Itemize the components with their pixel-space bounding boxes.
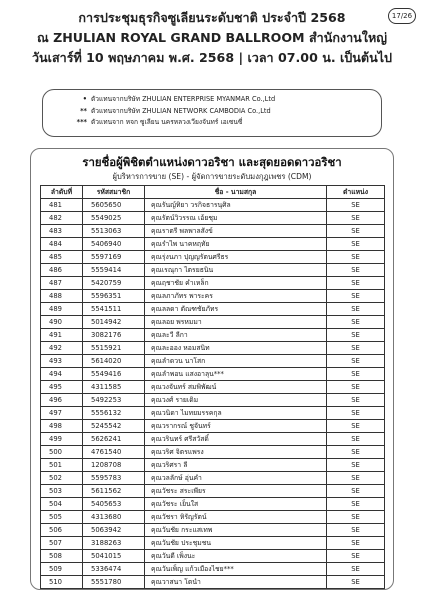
row-name: คุณลลดา ตัณฑชัยภัทร: [145, 303, 327, 316]
event-header: [0, 8, 424, 68]
row-member-id: 5605650: [83, 199, 145, 212]
table-row: [41, 446, 385, 459]
row-member-id: 5549025: [83, 212, 145, 225]
row-position: SE: [327, 355, 385, 368]
row-order: 509: [41, 563, 83, 576]
table-row: [41, 225, 385, 238]
row-member-id: 5063942: [83, 524, 145, 537]
row-position: SE: [327, 550, 385, 563]
footnote-myanmar: [73, 94, 381, 106]
row-name: คุณราตรี พลพาลสังข์: [145, 225, 327, 238]
row-position: SE: [327, 264, 385, 277]
row-position: SE: [327, 420, 385, 433]
row-member-id: 5245542: [83, 420, 145, 433]
row-position: SE: [327, 459, 385, 472]
row-order: 503: [41, 485, 83, 498]
row-order: 506: [41, 524, 83, 537]
row-member-id: 5405653: [83, 498, 145, 511]
table-row: [41, 251, 385, 264]
row-name: คุณลภาภัทร พาระคร: [145, 290, 327, 303]
row-order: 494: [41, 368, 83, 381]
row-order: 493: [41, 355, 83, 368]
row-member-id: 5556132: [83, 407, 145, 420]
row-order: 499: [41, 433, 83, 446]
row-name: คุณรันญ์ทิยา วรกิจธารนุศิล: [145, 199, 327, 212]
table-row: [41, 212, 385, 225]
row-order: 489: [41, 303, 83, 316]
winners-list-card: [30, 148, 394, 590]
row-position: SE: [327, 329, 385, 342]
row-name: คุณวาสนา โตนำ: [145, 576, 327, 589]
row-order: 482: [41, 212, 83, 225]
row-position: SE: [327, 407, 385, 420]
row-name: คุณวัชรา หิรัญรัตน์: [145, 511, 327, 524]
table-row: [41, 355, 385, 368]
table-row: [41, 407, 385, 420]
table-row: [41, 472, 385, 485]
row-order: 504: [41, 498, 83, 511]
row-order: 490: [41, 316, 83, 329]
row-name: คุณวงจันทร์ สมพิพัฒน์: [145, 381, 327, 394]
row-member-id: 5515921: [83, 342, 145, 355]
row-position: SE: [327, 212, 385, 225]
row-member-id: 5614020: [83, 355, 145, 368]
footnote-marker: •: [82, 95, 87, 103]
row-position: SE: [327, 394, 385, 407]
row-member-id: 5611562: [83, 485, 145, 498]
row-name: คุณวัชระ สระเพียร: [145, 485, 327, 498]
table-row: [41, 290, 385, 303]
row-position: SE: [327, 563, 385, 576]
row-member-id: 5492253: [83, 394, 145, 407]
row-name: คุณลำดวน นาโสก: [145, 355, 327, 368]
table-row: [41, 524, 385, 537]
row-position: SE: [327, 342, 385, 355]
table-row: [41, 368, 385, 381]
row-name: คุณวันชัย ประชุมชน: [145, 537, 327, 550]
row-position: SE: [327, 511, 385, 524]
row-position: SE: [327, 277, 385, 290]
row-order: 496: [41, 394, 83, 407]
footnote-text: ตัวแทนจาก หจก ซูเลียน นครหลวงเวียงจันทร์ เอเซนซี่: [91, 118, 243, 126]
row-member-id: 5336474: [83, 563, 145, 576]
row-name: คุณเรณุกา ไตรยธนิน: [145, 264, 327, 277]
list-title: รายชื่อผู้พิชิตตำแหน่งดาวอริชา และสุดยอดดาวอริชา: [82, 155, 342, 169]
row-order: 487: [41, 277, 83, 290]
table-row: [41, 303, 385, 316]
row-order: 484: [41, 238, 83, 251]
table-row: [41, 459, 385, 472]
column-header-name: ชื่อ - นามสกุล: [145, 186, 327, 199]
row-order: 501: [41, 459, 83, 472]
row-order: 495: [41, 381, 83, 394]
row-member-id: 1208708: [83, 459, 145, 472]
row-position: SE: [327, 225, 385, 238]
row-name: คุณวงศ์ รายเดิม: [145, 394, 327, 407]
row-member-id: 5513063: [83, 225, 145, 238]
row-name: คุณละออง หอมสนิท: [145, 342, 327, 355]
row-member-id: 5014942: [83, 316, 145, 329]
row-order: 492: [41, 342, 83, 355]
row-name: คุณวันเพ็ญ แก้วเมืองไชย***: [145, 563, 327, 576]
row-member-id: 5406940: [83, 238, 145, 251]
row-order: 481: [41, 199, 83, 212]
table-row: [41, 316, 385, 329]
page-indicator: 17/26: [388, 8, 416, 24]
row-order: 508: [41, 550, 83, 563]
row-name: คุณลำพอน แสงอาลุน***: [145, 368, 327, 381]
footnote-marker: **: [80, 106, 87, 115]
row-position: SE: [327, 576, 385, 589]
row-name: คุณวันดี เพ็งนะ: [145, 550, 327, 563]
row-order: 505: [41, 511, 83, 524]
column-header-member-id: รหัสสมาชิก: [83, 186, 145, 199]
row-position: SE: [327, 472, 385, 485]
table-row: [41, 238, 385, 251]
table-row: [41, 264, 385, 277]
row-order: 497: [41, 407, 83, 420]
row-position: SE: [327, 485, 385, 498]
row-position: SE: [327, 303, 385, 316]
footnote-box: [42, 89, 382, 137]
row-name: คุณรัตน์วิวรรณ เอ้ยชุม: [145, 212, 327, 225]
row-name: คุณวันชัย กระแสเทพ: [145, 524, 327, 537]
row-position: SE: [327, 446, 385, 459]
row-member-id: 5597169: [83, 251, 145, 264]
table-row: [41, 563, 385, 576]
row-name: คุณวลลักษ์ อุ่นคำ: [145, 472, 327, 485]
header-line-3: วันเสาร์ที่ 10 พฤษภาคม พ.ศ. 2568 | เวลา 07.00 น. เป็นต้นไป: [31, 50, 393, 65]
row-position: SE: [327, 238, 385, 251]
row-name: คุณวริศ จิตรแพรง: [145, 446, 327, 459]
table-row: [41, 199, 385, 212]
table-row: [41, 342, 385, 355]
table-row: [41, 433, 385, 446]
row-name: คุณลอย พรหมมา: [145, 316, 327, 329]
row-order: 485: [41, 251, 83, 264]
row-member-id: 5595783: [83, 472, 145, 485]
row-name: คุณวรินทร์ ศรีสวัสดิ์: [145, 433, 327, 446]
row-position: SE: [327, 316, 385, 329]
table-row: [41, 576, 385, 589]
row-position: SE: [327, 290, 385, 303]
row-member-id: 4311585: [83, 381, 145, 394]
table-row: [41, 277, 385, 290]
row-member-id: 4761540: [83, 446, 145, 459]
table-row: [41, 511, 385, 524]
row-order: 486: [41, 264, 83, 277]
header-line-1: การประชุมธุรกิจซูเลียนระดับชาติ ประจำปี 2568: [78, 10, 346, 25]
row-name: คุณละวี ลีกา: [145, 329, 327, 342]
row-member-id: 5559414: [83, 264, 145, 277]
table-row: [41, 485, 385, 498]
row-position: SE: [327, 199, 385, 212]
row-name: คุณวัชระ เย็นใส: [145, 498, 327, 511]
table-row: [41, 550, 385, 563]
table-row: [41, 394, 385, 407]
row-order: 483: [41, 225, 83, 238]
table-row: [41, 381, 385, 394]
row-name: คุณวรากรณ์ ชูจันทร์: [145, 420, 327, 433]
column-header-position: ตำแหน่ง: [327, 186, 385, 199]
table-row: [41, 420, 385, 433]
row-order: 491: [41, 329, 83, 342]
footnote-vientiane: [73, 117, 381, 129]
row-order: 507: [41, 537, 83, 550]
row-member-id: 5551780: [83, 576, 145, 589]
column-header-order: ลำดับที่: [41, 186, 83, 199]
row-name: คุณวริศรา ลี: [145, 459, 327, 472]
row-member-id: 5541511: [83, 303, 145, 316]
row-position: SE: [327, 524, 385, 537]
footnote-marker: ***: [76, 118, 87, 126]
table-header-row: [41, 186, 385, 199]
row-member-id: 5041015: [83, 550, 145, 563]
row-member-id: 4313680: [83, 511, 145, 524]
row-position: SE: [327, 381, 385, 394]
row-member-id: 5549416: [83, 368, 145, 381]
row-name: คุณรำไพ นาคหฤทัย: [145, 238, 327, 251]
header-line-2: ณ ZHULIAN ROYAL GRAND BALLROOM สำนักงานใหญ่: [37, 30, 387, 45]
row-member-id: 5420759: [83, 277, 145, 290]
row-order: 498: [41, 420, 83, 433]
row-order: 500: [41, 446, 83, 459]
row-position: SE: [327, 368, 385, 381]
footnote-text: ตัวแทนจากบริษัท ZHULIAN NETWORK CAMBODIA Co.,Ltd: [91, 106, 271, 115]
row-position: SE: [327, 251, 385, 264]
footnote-cambodia: [73, 106, 381, 118]
table-row: [41, 498, 385, 511]
row-position: SE: [327, 537, 385, 550]
row-position: SE: [327, 498, 385, 511]
row-member-id: 5596351: [83, 290, 145, 303]
winners-table: [40, 185, 385, 589]
row-name: คุณรุ่งนภา ปุญญรัตนศรีธร: [145, 251, 327, 264]
row-member-id: 5626241: [83, 433, 145, 446]
table-row: [41, 329, 385, 342]
row-name: คุณวนิดา ไมทยมรรคกุล: [145, 407, 327, 420]
footnote-text: ตัวแทนจากบริษัท ZHULIAN ENTERPRISE MYANMAR Co.,Ltd: [91, 95, 276, 103]
row-member-id: 3188263: [83, 537, 145, 550]
row-member-id: 3082176: [83, 329, 145, 342]
table-body: [41, 199, 385, 589]
row-order: 488: [41, 290, 83, 303]
row-order: 510: [41, 576, 83, 589]
table-row: [41, 537, 385, 550]
row-name: คุณฤชาชัย คำเหล็ก: [145, 277, 327, 290]
row-position: SE: [327, 433, 385, 446]
list-subtitle: ผู้บริหารการขาย (SE) - ผู้จัดการขายระดับมงกุฎเพชร (CDM): [112, 172, 312, 181]
row-order: 502: [41, 472, 83, 485]
